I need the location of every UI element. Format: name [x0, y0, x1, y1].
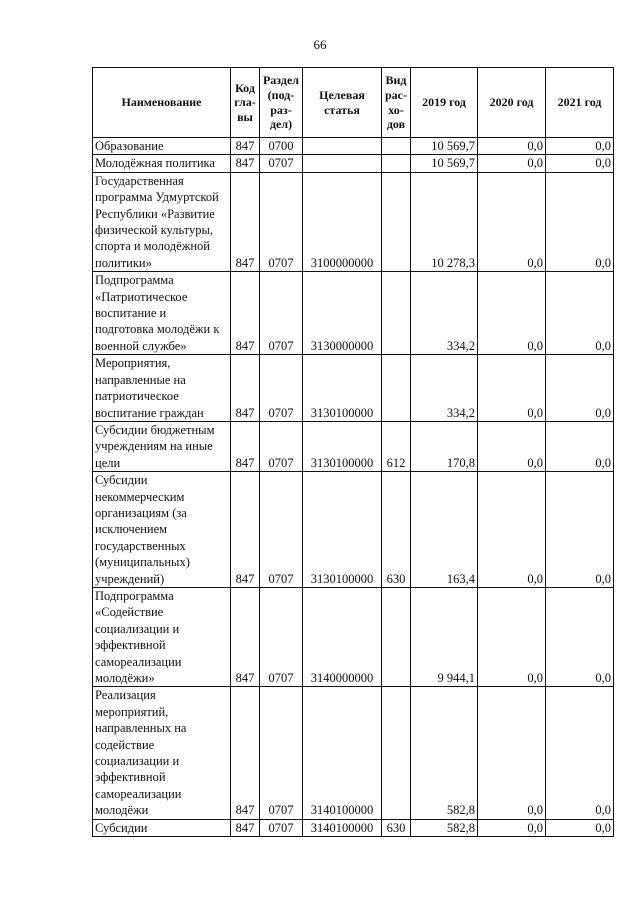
row-expense-type [382, 587, 411, 686]
row-2020: 0,0 [478, 687, 546, 819]
col-header-name: Наименование [93, 68, 231, 138]
col-header-2019: 2019 год [411, 68, 478, 138]
row-section: 0707 [260, 472, 303, 588]
row-2021: 0,0 [546, 819, 614, 836]
row-chapter: 847 [231, 472, 260, 588]
row-name: Молодёжная политика [93, 155, 231, 172]
row-target: 3100000000 [303, 172, 382, 271]
row-2020: 0,0 [478, 172, 546, 271]
row-target: 3130100000 [303, 355, 382, 422]
row-expense-type [382, 355, 411, 422]
col-header-2020: 2020 год [478, 68, 546, 138]
row-2019: 582,8 [411, 687, 478, 819]
row-2020: 0,0 [478, 587, 546, 686]
row-2021: 0,0 [546, 155, 614, 172]
row-2019: 10 569,7 [411, 155, 478, 172]
row-section: 0707 [260, 272, 303, 355]
row-chapter: 847 [231, 355, 260, 422]
row-expense-type: 630 [382, 819, 411, 836]
row-2021: 0,0 [546, 172, 614, 271]
row-target: 3130100000 [303, 421, 382, 471]
row-expense-type [382, 272, 411, 355]
row-name: Подпрограмма «Патриотическое воспитание и подготовка молодёжи к военной службе» [93, 272, 231, 355]
row-2021: 0,0 [546, 587, 614, 686]
row-section: 0707 [260, 172, 303, 271]
row-target [303, 138, 382, 155]
row-section: 0707 [260, 421, 303, 471]
row-name: Субсидии бюджетным учреждениям на иные цели [93, 421, 231, 471]
row-chapter: 847 [231, 587, 260, 686]
row-2019: 170,8 [411, 421, 478, 471]
row-name: Субсидии [93, 819, 231, 836]
row-section: 0707 [260, 687, 303, 819]
table-header-row [93, 68, 614, 138]
table-row [93, 155, 614, 172]
table-row [93, 587, 614, 686]
row-expense-type: 612 [382, 421, 411, 471]
table-row [93, 138, 614, 155]
row-2020: 0,0 [478, 421, 546, 471]
table-row [93, 272, 614, 355]
row-chapter: 847 [231, 687, 260, 819]
table-row [93, 472, 614, 588]
row-2020: 0,0 [478, 355, 546, 422]
row-2019: 163,4 [411, 472, 478, 588]
row-section: 0707 [260, 819, 303, 836]
row-2019: 10 569,7 [411, 138, 478, 155]
row-target [303, 155, 382, 172]
row-chapter: 847 [231, 155, 260, 172]
row-target: 3140100000 [303, 687, 382, 819]
row-expense-type [382, 172, 411, 271]
row-2021: 0,0 [546, 687, 614, 819]
row-name: Подпрограмма «Содействие социализации и эффективной самореализации молодёжи» [93, 587, 231, 686]
row-chapter: 847 [231, 138, 260, 155]
row-2021: 0,0 [546, 472, 614, 588]
row-section: 0707 [260, 587, 303, 686]
table-row [93, 687, 614, 819]
row-2021: 0,0 [546, 272, 614, 355]
row-name: Субсидии некоммерческим организациям (за исключением государственных (муниципальных) учреждений) [93, 472, 231, 588]
row-2020: 0,0 [478, 155, 546, 172]
row-target: 3140100000 [303, 819, 382, 836]
col-header-2021: 2021 год [546, 68, 614, 138]
row-2019: 334,2 [411, 272, 478, 355]
row-target: 3130100000 [303, 472, 382, 588]
table-row [93, 172, 614, 271]
row-section: 0700 [260, 138, 303, 155]
row-expense-type: 630 [382, 472, 411, 588]
row-2019: 334,2 [411, 355, 478, 422]
table-row [93, 355, 614, 422]
row-2021: 0,0 [546, 355, 614, 422]
row-name: Государственная программа Удмуртской Республики «Развитие физической культуры, спорта и молодёжной политики» [93, 172, 231, 271]
row-name: Реализация мероприятий, направленных на содействие социализации и эффективной самореализации молодёжи [93, 687, 231, 819]
table-row [93, 421, 614, 471]
col-header-expense-type: Вид рас- хо- дов [382, 68, 411, 138]
row-2021: 0,0 [546, 421, 614, 471]
row-expense-type [382, 155, 411, 172]
row-2021: 0,0 [546, 138, 614, 155]
row-name: Образование [93, 138, 231, 155]
row-chapter: 847 [231, 272, 260, 355]
row-chapter: 847 [231, 421, 260, 471]
row-2020: 0,0 [478, 819, 546, 836]
row-chapter: 847 [231, 172, 260, 271]
col-header-chapter: Код гла- вы [231, 68, 260, 138]
row-2019: 9 944,1 [411, 587, 478, 686]
budget-table [92, 67, 614, 837]
col-header-section: Раздел (под- раз- дел) [260, 68, 303, 138]
row-2020: 0,0 [478, 472, 546, 588]
row-2019: 582,8 [411, 819, 478, 836]
row-target: 3140000000 [303, 587, 382, 686]
row-expense-type [382, 138, 411, 155]
row-target: 3130000000 [303, 272, 382, 355]
row-name: Мероприятия, направленные на патриотическое воспитание граждан [93, 355, 231, 422]
row-2020: 0,0 [478, 138, 546, 155]
table-row [93, 819, 614, 836]
row-chapter: 847 [231, 819, 260, 836]
row-2019: 10 278,3 [411, 172, 478, 271]
col-header-target: Целевая статья [303, 68, 382, 138]
row-section: 0707 [260, 155, 303, 172]
page-number: 66 [313, 37, 327, 52]
row-2020: 0,0 [478, 272, 546, 355]
row-section: 0707 [260, 355, 303, 422]
row-expense-type [382, 687, 411, 819]
